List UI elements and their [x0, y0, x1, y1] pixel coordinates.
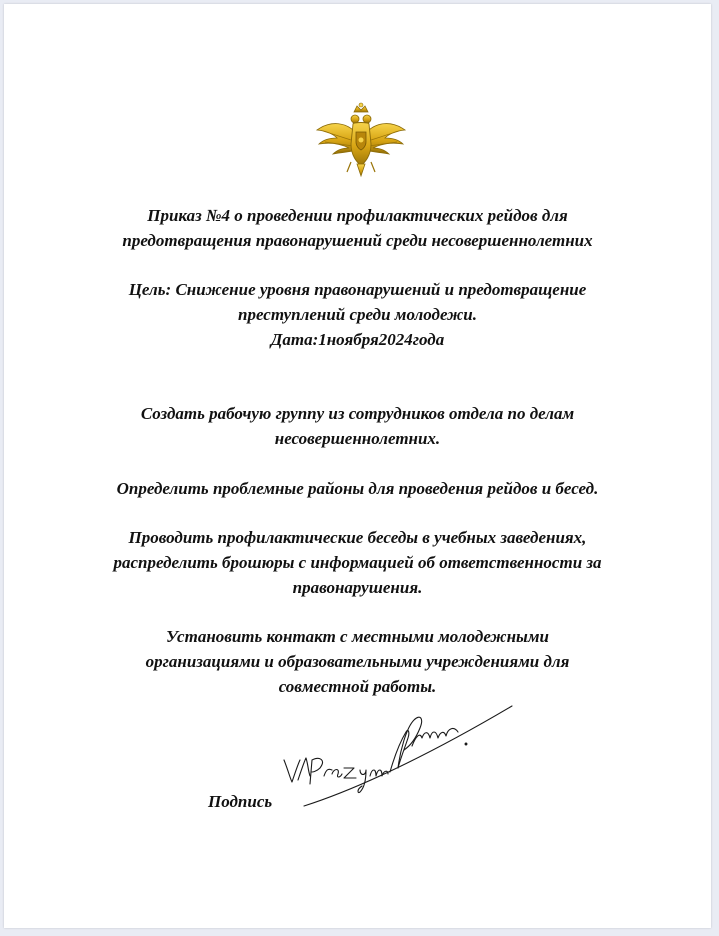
- item-preventive-talks: [4, 525, 711, 600]
- item-line: совместной работы.: [278, 677, 437, 696]
- item-line: несовершеннолетних.: [274, 429, 441, 448]
- item-line: Проводить профилактические беседы в учебных заведениях,: [128, 528, 587, 547]
- goal-line1: Цель: Снижение уровня правонарушений и предотвращение: [128, 280, 587, 299]
- item-line: организациями и образовательными учреждениями для: [145, 652, 570, 671]
- signature-label: Подпись: [208, 792, 273, 811]
- item-line: распределить брошюры с информацией об ответственности за: [113, 553, 602, 572]
- eagle-emblem-icon: [313, 100, 409, 180]
- order-title: [4, 203, 711, 253]
- item-problem-areas: [4, 476, 711, 501]
- date-text: Дата:1ноября2024года: [270, 330, 445, 349]
- goal-line2: преступлений среди молодежи.: [238, 305, 477, 324]
- item-working-group: [4, 401, 711, 451]
- order-title-line1: Приказ №4 о проведении профилактических рейдов для: [147, 206, 568, 225]
- document-page: [4, 4, 711, 928]
- item-line: Создать рабочую группу из сотрудников отдела по делам: [140, 404, 575, 423]
- item-line: правонарушения.: [292, 578, 423, 597]
- handwritten-signature: [274, 698, 524, 818]
- order-title-line2: предотвращения правонарушений среди несовершеннолетних: [122, 231, 593, 250]
- item-line: Определить проблемные районы для проведения рейдов и бесед.: [116, 479, 599, 498]
- goal-text: [4, 277, 711, 327]
- item-youth-contact: [4, 624, 711, 699]
- item-line: Установить контакт с местными молодежными: [166, 627, 549, 646]
